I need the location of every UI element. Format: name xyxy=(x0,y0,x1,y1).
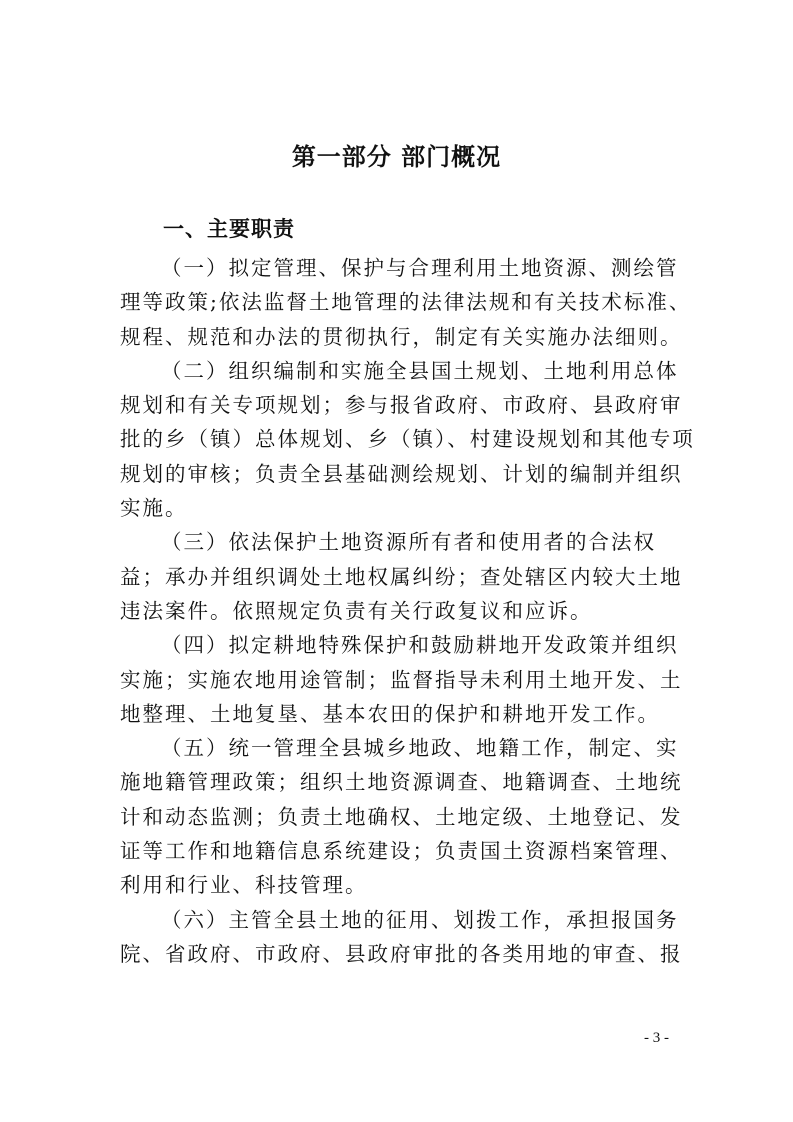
paragraph-line: （五）统一管理全县城乡地政、地籍工作，制定、实 xyxy=(161,736,679,761)
paragraph-line: （一）拟定管理、保护与合理利用土地资源、测绘管 xyxy=(161,256,679,280)
paragraph-line: （三）依法保护土地资源所有者和使用者的合法权 xyxy=(161,530,656,555)
page-title: 第一部分 部门概况 xyxy=(291,143,502,171)
paragraph-line: 违法案件。依照规定负责有关行政复议和应诉。 xyxy=(120,598,593,623)
paragraph-line: 地整理、土地复垦、基本农田的保护和耕地开发工作。 xyxy=(120,701,660,726)
paragraph xyxy=(120,903,683,972)
paragraph-line: 计和动态监测；负责土地确权、土地定级、土地登记、发 xyxy=(120,804,683,829)
section-heading: 一、主要职责 xyxy=(163,217,295,241)
paragraph-line: 实施；实施农地用途管制；监督指导未利用土地开发、土 xyxy=(120,667,683,692)
paragraph xyxy=(120,251,692,354)
paragraph-line: 规程、规范和办法的贯彻执行，制定有关实施办法细则。 xyxy=(120,324,683,349)
paragraph-line: 实施。 xyxy=(120,496,188,521)
paragraph-line: （四）拟定耕地特殊保护和鼓励耕地开发政策并组织 xyxy=(161,633,679,658)
paragraph-line: 规划的审核；负责全县基础测绘规划、计划的编制并组织 xyxy=(120,461,683,486)
paragraph-line: 利用和行业、科技管理。 xyxy=(120,873,368,898)
paragraph-line: 证等工作和地籍信息系统建设；负责国土资源档案管理、 xyxy=(120,839,683,864)
paragraph-line: 施地籍管理政策；组织土地资源调查、地籍调查、土地统 xyxy=(120,770,683,795)
paragraph xyxy=(120,354,695,525)
page-number: - 3 - xyxy=(644,1030,669,1046)
paragraph-line: （二）组织编制和实施全县国土规划、土地利用总体 xyxy=(161,358,679,383)
paragraph-line: 批的乡（镇）总体规划、乡（镇）、村建设规划和其他专项 xyxy=(120,427,695,452)
paragraph xyxy=(120,525,683,628)
paragraph-line: 规划和有关专项规划；参与报省政府、市政府、县政府审 xyxy=(120,393,683,418)
paragraph-line: （六）主管全县土地的征用、划拨工作，承担报国务 xyxy=(161,907,679,932)
paragraph-line: 益；承办并组织调处土地权属纠纷；查处辖区内较大土地 xyxy=(120,564,683,589)
document-body xyxy=(120,251,695,971)
paragraph-line: 院、省政府、市政府、县政府审批的各类用地的审查、报 xyxy=(120,941,683,966)
paragraph-line: 理等政策;依法监督土地管理的法律法规和有关技术标准、 xyxy=(120,290,692,315)
paragraph xyxy=(120,731,683,902)
paragraph xyxy=(120,628,683,731)
